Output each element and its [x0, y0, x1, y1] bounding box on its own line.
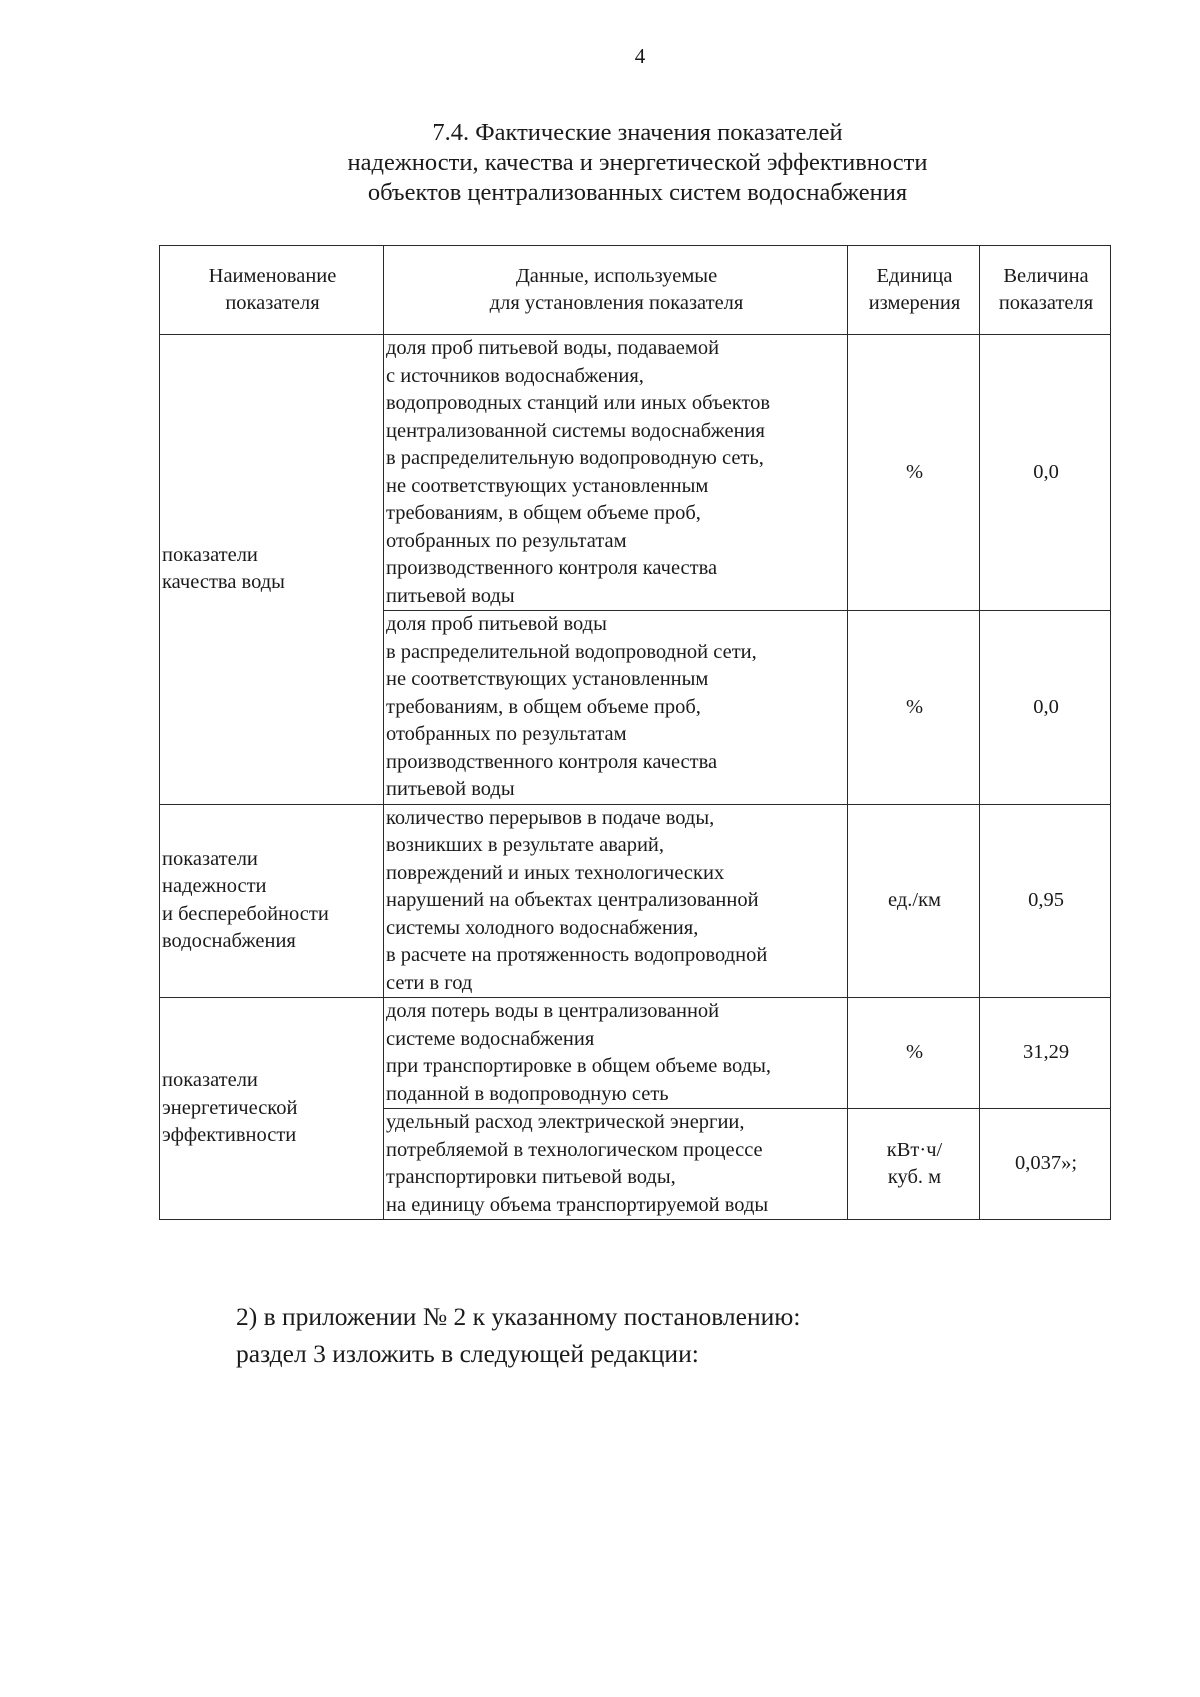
indicator-value: 0,0	[980, 335, 1111, 611]
indicator-value: 0,95	[980, 804, 1111, 998]
table-body	[160, 335, 1111, 1220]
title-line: надежности, качества и энергетической эффективности	[347, 149, 928, 176]
indicator-data-description: доля потерь воды в централизованной системе водоснабжения при транспортировке в общем объеме воды, поданной в водопроводную сеть	[384, 998, 848, 1109]
header-value: Величина показателя	[980, 246, 1111, 335]
indicator-data-description: удельный расход электрической энергии, потребляемой в технологическом процессе транспортировки питьевой воды, на единицу объема транспортируемой воды	[384, 1109, 848, 1220]
indicator-data-description: доля проб питьевой воды в распределительной водопроводной сети, не соответствующих установленным требованиям, в общем объеме проб, отобранных по результатам производственного контроля качества питьевой воды	[384, 611, 848, 805]
table-row	[160, 998, 1111, 1109]
table-row	[160, 804, 1111, 998]
indicator-unit: %	[848, 611, 980, 805]
indicator-data-description: количество перерывов в подаче воды, возникших в результате аварий, повреждений и иных технологических нарушений на объектах централизованной системы холодного водоснабжения, в расчете на протяженность водопроводной сети в год	[384, 804, 848, 998]
indicator-group-name: показатели качества воды	[160, 335, 384, 805]
amendment-text	[236, 1298, 800, 1372]
header-data: Данные, используемые для установления показателя	[384, 246, 848, 335]
indicator-value: 31,29	[980, 998, 1111, 1109]
indicator-unit: кВт·ч/ куб. м	[848, 1109, 980, 1220]
indicator-value: 0,0	[980, 611, 1111, 805]
indicators-table	[159, 245, 1111, 1220]
header-unit: Единица измерения	[848, 246, 980, 335]
table-row	[160, 335, 1111, 611]
indicator-group-name: показатели энергетической эффективности	[160, 998, 384, 1220]
amendment-line: раздел 3 изложить в следующей редакции:	[236, 1339, 699, 1368]
header-name: Наименование показателя	[160, 246, 384, 335]
indicator-unit: %	[848, 335, 980, 611]
title-line: объектов централизованных систем водоснабжения	[367, 179, 908, 206]
indicator-data-description: доля проб питьевой воды, подаваемой с источников водоснабжения, водопроводных станций или иных объектов централизованной системы водоснабжения в распределительную водопроводную сеть, не соответствующих установленным требованиям, в общем объеме проб, отобранных по результатам производственного контроля качества питьевой воды	[384, 335, 848, 611]
title-line: 7.4. Фактические значения показателей	[432, 119, 843, 146]
section-title	[0, 118, 1200, 208]
page-number: 4	[634, 44, 646, 68]
indicator-unit: ед./км	[848, 804, 980, 998]
table-header-row	[160, 246, 1111, 335]
amendment-line: 2) в приложении № 2 к указанному постановлению:	[236, 1302, 801, 1331]
indicator-unit: %	[848, 998, 980, 1109]
indicator-value: 0,037»;	[980, 1109, 1111, 1220]
indicator-group-name: показатели надежности и бесперебойности водоснабжения	[160, 804, 384, 998]
